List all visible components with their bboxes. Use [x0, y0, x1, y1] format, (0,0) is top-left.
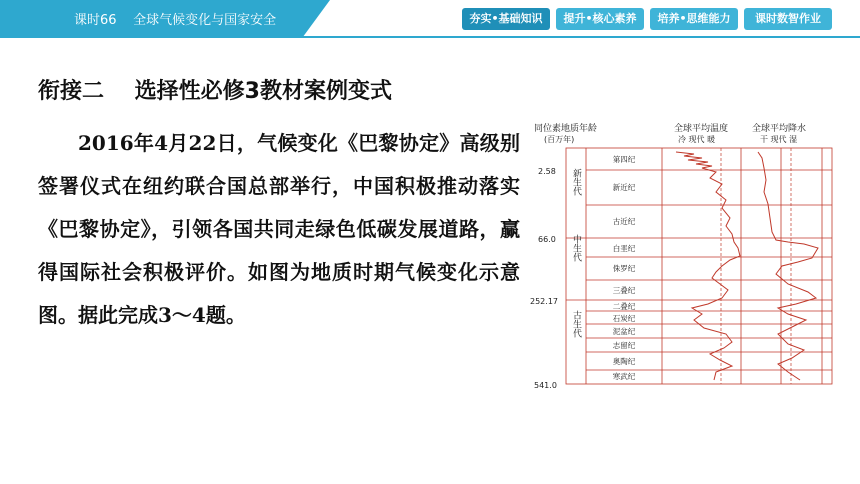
- period-label: 第四纪: [612, 155, 636, 164]
- age-label: 2.58: [538, 167, 556, 176]
- era-label: 新生代: [571, 168, 581, 196]
- age-label: 66.0: [538, 235, 556, 244]
- period-label: 白垩纪: [612, 244, 636, 253]
- precip-column-scale: 干 现代 湿: [760, 135, 798, 144]
- period-label: 古近纪: [612, 217, 636, 226]
- temp-column-scale: 冷 现代 暖: [678, 135, 716, 144]
- period-label: 泥盆纪: [612, 327, 636, 336]
- header-divider: [0, 36, 860, 38]
- period-label: 侏罗纪: [612, 264, 636, 273]
- precipitation-curve: [758, 152, 818, 380]
- paragraph-text: 2016年4月22日，气候变化《巴黎协定》高级别签署仪式在纽约联合国总部举行，中国积极推动落实《巴黎协定》，引领各国共同走绿色低碳发展道路，赢得国际社会积极评价。如图为地质时期气候变化示意图。据此完成3～4题。: [38, 131, 520, 327]
- precip-column-title: 全球平均降水: [752, 124, 807, 134]
- tab-homework[interactable]: 课时数智作业: [744, 8, 832, 30]
- period-label: 寒武纪: [612, 372, 636, 381]
- temperature-curve: [676, 152, 740, 380]
- tab-thinking-ability[interactable]: 培养•思维能力: [650, 8, 738, 30]
- temp-column-title: 全球平均温度: [674, 124, 729, 134]
- age-label: 541.0: [534, 381, 557, 390]
- period-label: 奥陶纪: [612, 357, 636, 366]
- age-column-title: 同位素地质年龄: [534, 124, 598, 134]
- climate-change-figure: [526, 108, 838, 392]
- period-label: 二叠纪: [612, 302, 636, 311]
- period-label: 石炭纪: [612, 314, 636, 323]
- tab-core-literacy[interactable]: 提升•核心素养: [556, 8, 644, 30]
- era-label: 古生代: [571, 310, 581, 338]
- section-heading: 衔接二 选择性必修3教材案例变式: [38, 79, 392, 104]
- era-label: 中生代: [571, 234, 581, 262]
- top-bar: [0, 0, 860, 36]
- period-label: 新近纪: [612, 183, 636, 192]
- period-label: 三叠纪: [612, 286, 636, 295]
- question-paragraph: [38, 122, 520, 337]
- age-label: 252.17: [530, 297, 558, 306]
- lesson-title: 课时66 全球气候变化与国家安全: [74, 13, 277, 28]
- age-column-unit: (百万年): [544, 135, 575, 144]
- tab-basic-knowledge[interactable]: 夯实•基础知识: [462, 8, 550, 30]
- figure-grid: [566, 148, 832, 384]
- period-label: 志留纪: [612, 341, 636, 350]
